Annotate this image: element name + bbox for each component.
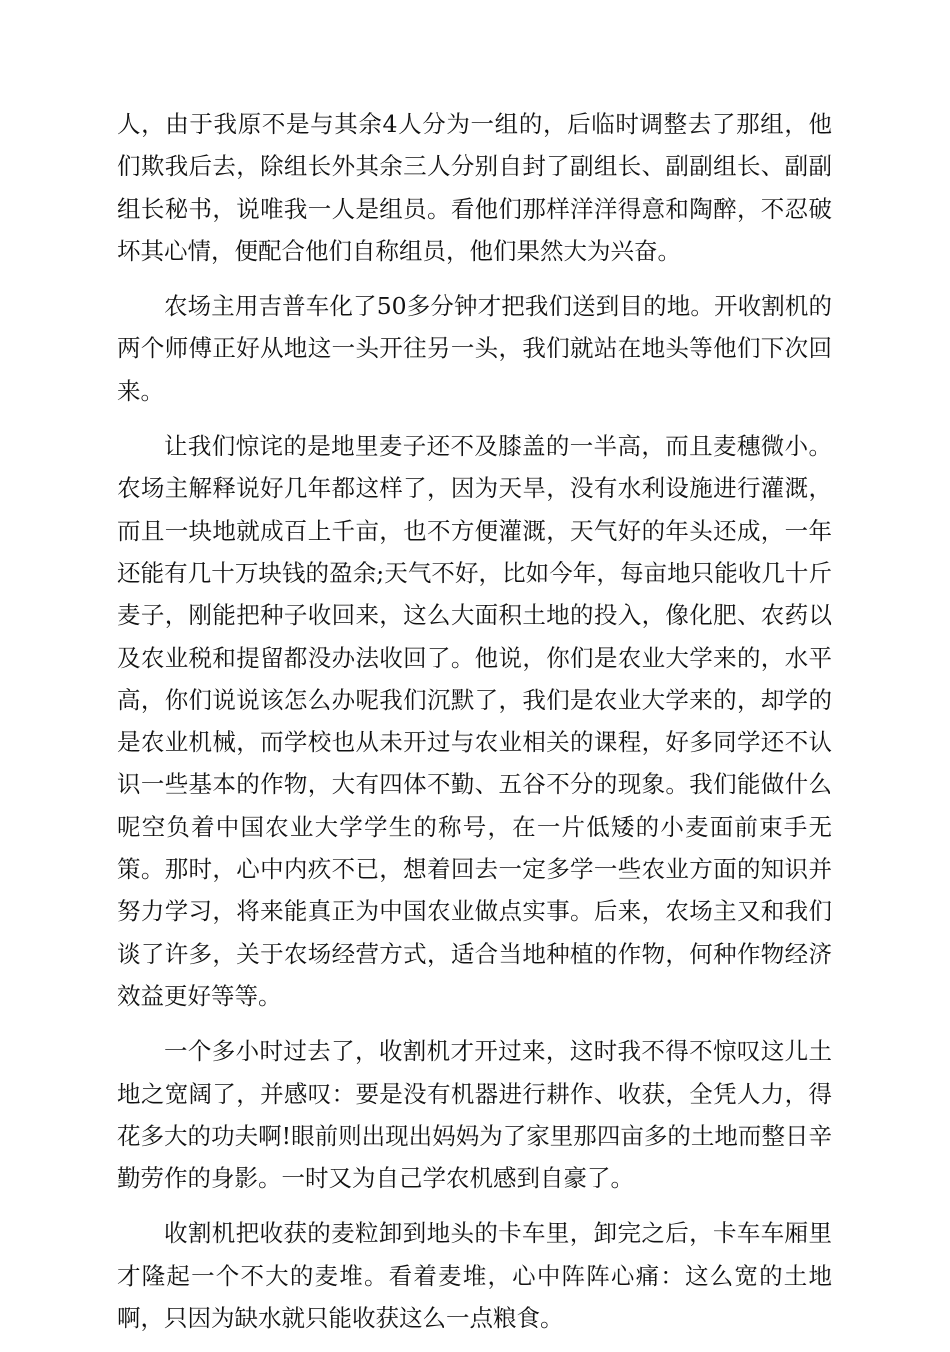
document-body: [117, 103, 832, 1352]
paragraph-continuation: 人，由于我原不是与其余4人分为一组的，后临时调整去了那组，他们欺我后去，除组长外其余三人分别自封了副组长、副副组长、副副组长秘书，说唯我一人是组员。看他们那样洋洋得意和陶醉，不忍破坏其心情，便配合他们自称组员，他们果然大为兴奋。: [117, 110, 832, 265]
paragraph-arrival: 农场主用吉普车化了50多分钟才把我们送到目的地。开收割机的两个师傅正好从地这一头开往另一头，我们就站在地头等他们下次回来。: [117, 292, 832, 405]
paragraph-harvester: 一个多小时过去了，收割机才开过来，这时我不得不惊叹这儿土地之宽阔了，并感叹：要是没有机器进行耕作、收获，全凭人力，得花多大的功夫啊!眼前则出现出妈妈为了家里那四亩多的土地而整日辛勤劳作的身影。一时又为自己学农机感到自豪了。: [117, 1037, 832, 1193]
paragraph-truck: 收割机把收获的麦粒卸到地头的卡车里，卸完之后，卡车车厢里才隆起一个不大的麦堆。看着麦堆，心中阵阵心痛：这么宽的土地啊，只因为缺水就只能收获这么一点粮食。: [117, 1219, 832, 1333]
paragraph-wheat-field: 让我们惊诧的是地里麦子还不及膝盖的一半高，而且麦穗微小。农场主解释说好几年都这样了，因为天旱，没有水利设施进行灌溉，而且一块地就成百上千亩，也不方便灌溉，天气好的年头还成，一年还能有几十万块钱的盈余;天气不好，比如今年，每亩地只能收几十斤麦子，刚能把种子收回来，这么大面积土地的投入，像化肥、农药以及农业税和提留都没办法收回了。他说，你们是农业大学来的，水平高，你们说说该怎么办呢我们沉默了，我们是农业大学来的，却学的是农业机械，而学校也从未开过与农业相关的课程，好多同学还不认识一些基本的作物，大有四体不勤、五谷不分的现象。我们能做什么呢空负着中国农业大学学生的称号，在一片低矮的小麦面前束手无策。那时，心中内疚不已，想着回去一定多学一些农业方面的知识并努力学习，将来能真正为中国农业做点实事。后来，农场主又和我们谈了许多，关于农场经营方式，适合当地种植的作物，何种作物经济效益更好等等。: [117, 432, 832, 1010]
